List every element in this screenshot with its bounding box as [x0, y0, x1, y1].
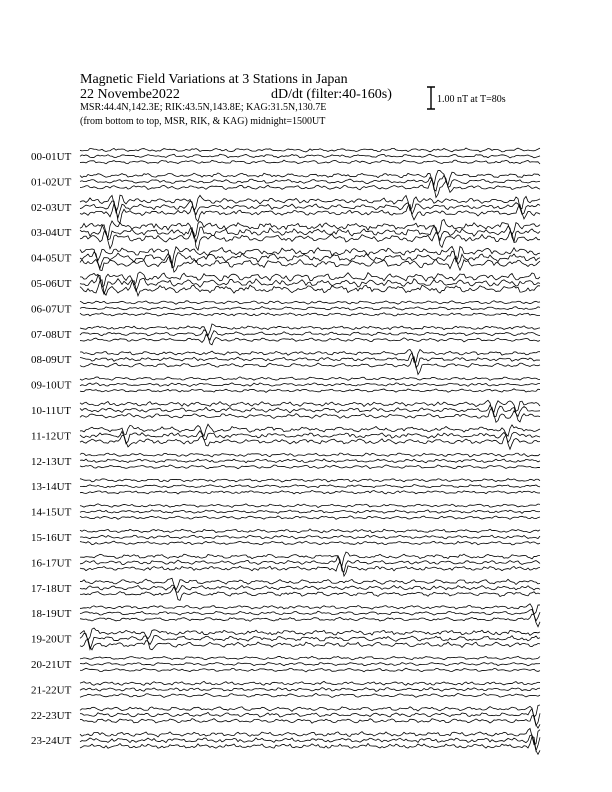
date-label: 22 Novembe2022	[80, 87, 180, 102]
hour-row	[31, 681, 540, 697]
trace-rows	[31, 148, 540, 754]
trace-msr	[80, 230, 540, 250]
trace-rik	[80, 585, 540, 592]
hour-label: 00-01UT	[31, 151, 72, 163]
hour-row	[31, 349, 540, 374]
scale-bar	[427, 87, 435, 109]
hour-row	[31, 272, 540, 296]
hour-label: 09-10UT	[31, 379, 72, 392]
hour-row	[31, 148, 540, 164]
hour-label: 01-02UT	[31, 176, 72, 189]
trace-rik	[80, 275, 540, 294]
hour-label: 19-20UT	[31, 633, 72, 646]
trace-msr	[80, 668, 540, 672]
trace-rik	[80, 663, 540, 666]
hour-row	[31, 529, 540, 545]
trace-msr	[80, 256, 540, 272]
hour-label: 21-22UT	[31, 684, 72, 697]
trace-rik	[80, 201, 540, 218]
trace-kag	[80, 377, 540, 381]
trace-msr	[80, 490, 540, 494]
trace-rik	[80, 688, 540, 692]
trace-kag	[80, 220, 540, 238]
station-order-label: (from bottom to top, MSR, RIK, & KAG) midnight=1500UT	[80, 116, 326, 127]
hour-label: 04-05UT	[31, 252, 72, 265]
stations-label: MSR:44.4N,142.3E; RIK:43.5N,143.8E; KAG:31.5N,130.7E	[80, 102, 327, 113]
hour-row	[31, 728, 540, 754]
trace-msr	[80, 435, 540, 449]
trace-rik	[80, 510, 540, 514]
hour-row	[31, 400, 540, 422]
hour-label: 10-11UT	[31, 405, 71, 417]
hour-label: 14-15UT	[31, 506, 72, 519]
trace-rik	[80, 735, 540, 751]
trace-rik	[80, 485, 540, 488]
trace-kag	[80, 349, 540, 362]
trace-kag	[80, 148, 540, 152]
hour-row	[31, 377, 540, 393]
trace-rik	[80, 154, 540, 158]
trace-rik	[80, 633, 540, 649]
hour-row	[31, 246, 540, 272]
hour-row	[31, 424, 540, 449]
hour-row	[31, 578, 540, 600]
hour-row	[31, 604, 540, 627]
trace-kag	[80, 656, 540, 659]
trace-rik	[80, 383, 540, 387]
trace-kag	[80, 681, 540, 685]
trace-msr	[80, 693, 540, 697]
hour-label: 15-16UT	[31, 532, 72, 544]
hour-row	[31, 195, 540, 223]
trace-kag	[80, 504, 540, 508]
quantity-label: dD/dt (filter:40-160s)	[271, 87, 392, 102]
hour-label: 13-14UT	[31, 481, 72, 494]
trace-kag	[80, 578, 540, 590]
hour-label: 05-06UT	[31, 278, 72, 290]
trace-kag	[80, 453, 540, 457]
hour-label: 18-19UT	[31, 608, 72, 621]
hour-label: 03-04UT	[31, 227, 72, 240]
hour-label: 23-24UT	[31, 735, 72, 748]
scale-bar-line	[427, 87, 435, 109]
hour-label: 07-08UT	[31, 328, 72, 341]
hour-label: 12-13UT	[31, 455, 72, 468]
trace-msr	[80, 541, 540, 545]
hour-label: 11-12UT	[31, 430, 71, 443]
trace-kag	[80, 246, 540, 265]
trace-rik	[80, 307, 540, 311]
trace-msr	[80, 465, 540, 469]
hour-row	[31, 705, 540, 728]
trace-rik	[80, 709, 540, 726]
hour-label: 16-17UT	[31, 557, 72, 570]
hour-row	[31, 301, 540, 316]
trace-msr	[80, 716, 540, 728]
hour-row	[31, 220, 540, 251]
trace-kag	[80, 301, 540, 305]
trace-msr	[80, 639, 540, 650]
trace-msr	[80, 160, 540, 164]
scale-bar-label: 1.00 nT at T=80s	[437, 94, 506, 105]
hour-row	[31, 552, 540, 576]
trace-msr	[80, 313, 540, 316]
hour-row	[31, 453, 540, 469]
trace-kag	[80, 728, 540, 744]
hour-label: 17-18UT	[31, 582, 72, 595]
hour-row	[31, 656, 540, 672]
trace-rik	[80, 405, 540, 416]
trace-kag	[80, 479, 540, 482]
hour-row	[31, 479, 540, 494]
trace-msr	[80, 203, 540, 223]
trace-msr	[80, 516, 540, 519]
hour-label: 02-03UT	[31, 201, 72, 214]
trace-rik	[80, 251, 540, 268]
trace-rik	[80, 535, 540, 539]
hour-row	[31, 628, 540, 650]
trace-rik	[80, 459, 540, 463]
hour-label: 06-07UT	[31, 303, 72, 316]
hour-row	[31, 324, 540, 345]
hour-row	[31, 504, 540, 520]
trace-kag	[80, 529, 540, 533]
trace-kag	[80, 170, 540, 184]
hour-label: 22-23UT	[31, 709, 72, 722]
hour-row	[31, 170, 540, 197]
chart-title: Magnetic Field Variations at 3 Stations in Japan	[80, 72, 348, 87]
hour-label: 20-21UT	[31, 659, 72, 671]
trace-kag	[80, 424, 540, 436]
trace-kag	[80, 195, 540, 212]
hour-label: 08-09UT	[31, 354, 72, 367]
trace-msr	[80, 389, 540, 393]
trace-msr	[80, 614, 540, 627]
